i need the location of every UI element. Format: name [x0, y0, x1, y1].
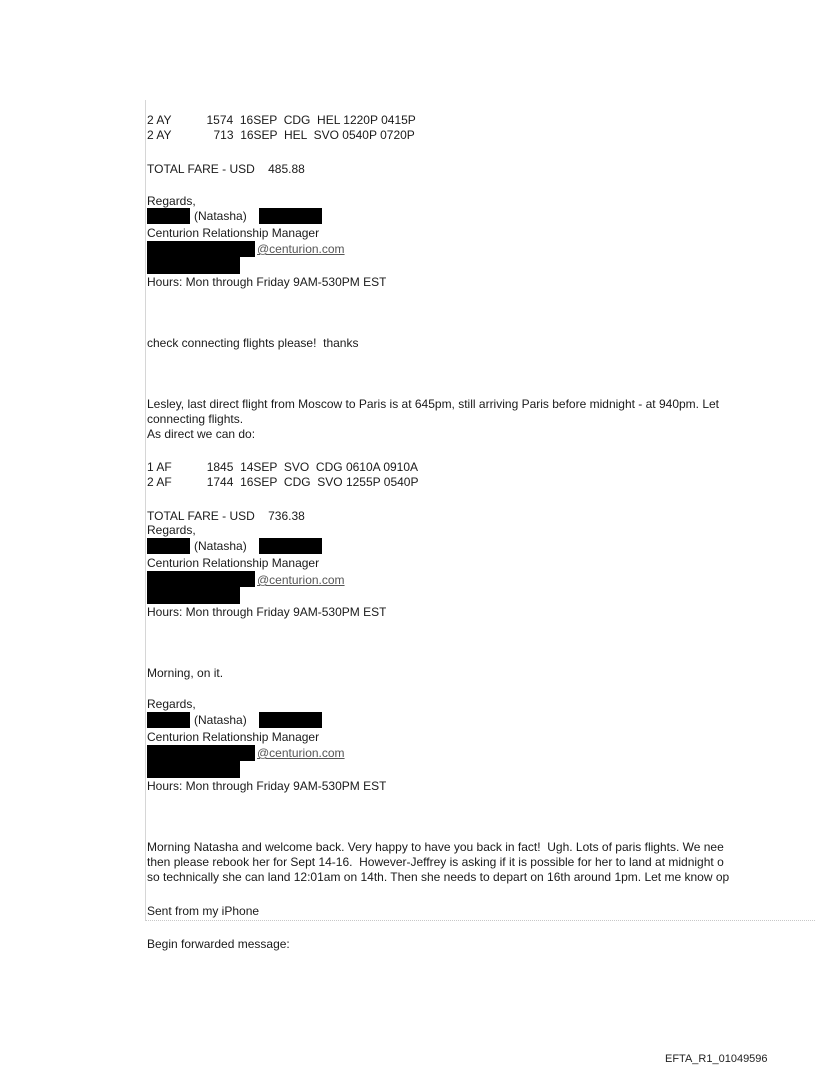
redaction-block [147, 745, 255, 761]
redaction-block [147, 712, 190, 728]
message-welcome-line-3: so technically she can land 12:01am on 14th. Then she needs to depart on 16th around 1pm. Let me know op [147, 870, 730, 884]
redaction-block [147, 208, 190, 224]
redaction-block [147, 571, 255, 587]
itinerary-2-row-2: 2 AF 1744 16SEP CDG SVO 1255P 0540P [147, 475, 419, 489]
redaction-block [147, 257, 240, 274]
begin-forwarded-message: Begin forwarded message: [147, 937, 290, 951]
itinerary-2-row-1: 1 AF 1845 14SEP SVO CDG 0610A 0910A [147, 460, 419, 474]
signature-nickname: (Natasha) [194, 209, 247, 223]
message-lesley-line-1: Lesley, last direct flight from Moscow to Paris is at 645pm, still arriving Paris before midnight - at 940pm. Let [147, 397, 720, 411]
signature-nickname: (Natasha) [194, 713, 247, 727]
signature-title: Centurion Relationship Manager [147, 226, 320, 240]
redaction-block [259, 538, 322, 554]
document-id-footer: EFTA_R1_01049596 [665, 1053, 768, 1065]
signature-hours: Hours: Mon through Friday 9AM-530PM EST [147, 275, 387, 289]
signature-email-link[interactable]: @centurion.com [257, 573, 345, 587]
signature-hours: Hours: Mon through Friday 9AM-530PM EST [147, 605, 387, 619]
redaction-block [147, 587, 240, 604]
redaction-block [147, 761, 240, 778]
signature-title: Centurion Relationship Manager [147, 730, 320, 744]
signature-email-link[interactable]: @centurion.com [257, 242, 345, 256]
message-morning-on-it: Morning, on it. [147, 666, 224, 680]
message-lesley-line-2: connecting flights. [147, 412, 244, 426]
signature-regards: Regards, [147, 697, 196, 711]
total-fare-2: TOTAL FARE - USD 736.38 [147, 509, 305, 523]
total-fare-1: TOTAL FARE - USD 485.88 [147, 162, 305, 176]
message-welcome-line-2: then please rebook her for Sept 14-16. However-Jeffrey is asking if it is possible for her to land at midnight o [147, 855, 724, 869]
signature-email-link[interactable]: @centurion.com [257, 746, 345, 760]
redaction-block [259, 208, 322, 224]
signature-nickname: (Natasha) [194, 539, 247, 553]
signature-regards: Regards, [147, 523, 196, 537]
signature-title: Centurion Relationship Manager [147, 556, 320, 570]
itinerary-1-row-2: 2 AY 713 16SEP HEL SVO 0540P 0720P [147, 128, 415, 142]
redaction-block [259, 712, 322, 728]
signature-regards: Regards, [147, 194, 196, 208]
sent-from-iphone: Sent from my iPhone [147, 904, 260, 918]
message-lesley-line-3: As direct we can do: [147, 427, 256, 441]
message-welcome-line-1: Morning Natasha and welcome back. Very happy to have you back in fact! Ugh. Lots of paris flights. We nee [147, 840, 724, 854]
signature-hours: Hours: Mon through Friday 9AM-530PM EST [147, 779, 387, 793]
redaction-block [147, 241, 255, 257]
redaction-block [147, 538, 190, 554]
itinerary-1-row-1: 2 AY 1574 16SEP CDG HEL 1220P 0415P [147, 113, 416, 127]
message-check-connecting: check connecting flights please! thanks [147, 336, 359, 350]
